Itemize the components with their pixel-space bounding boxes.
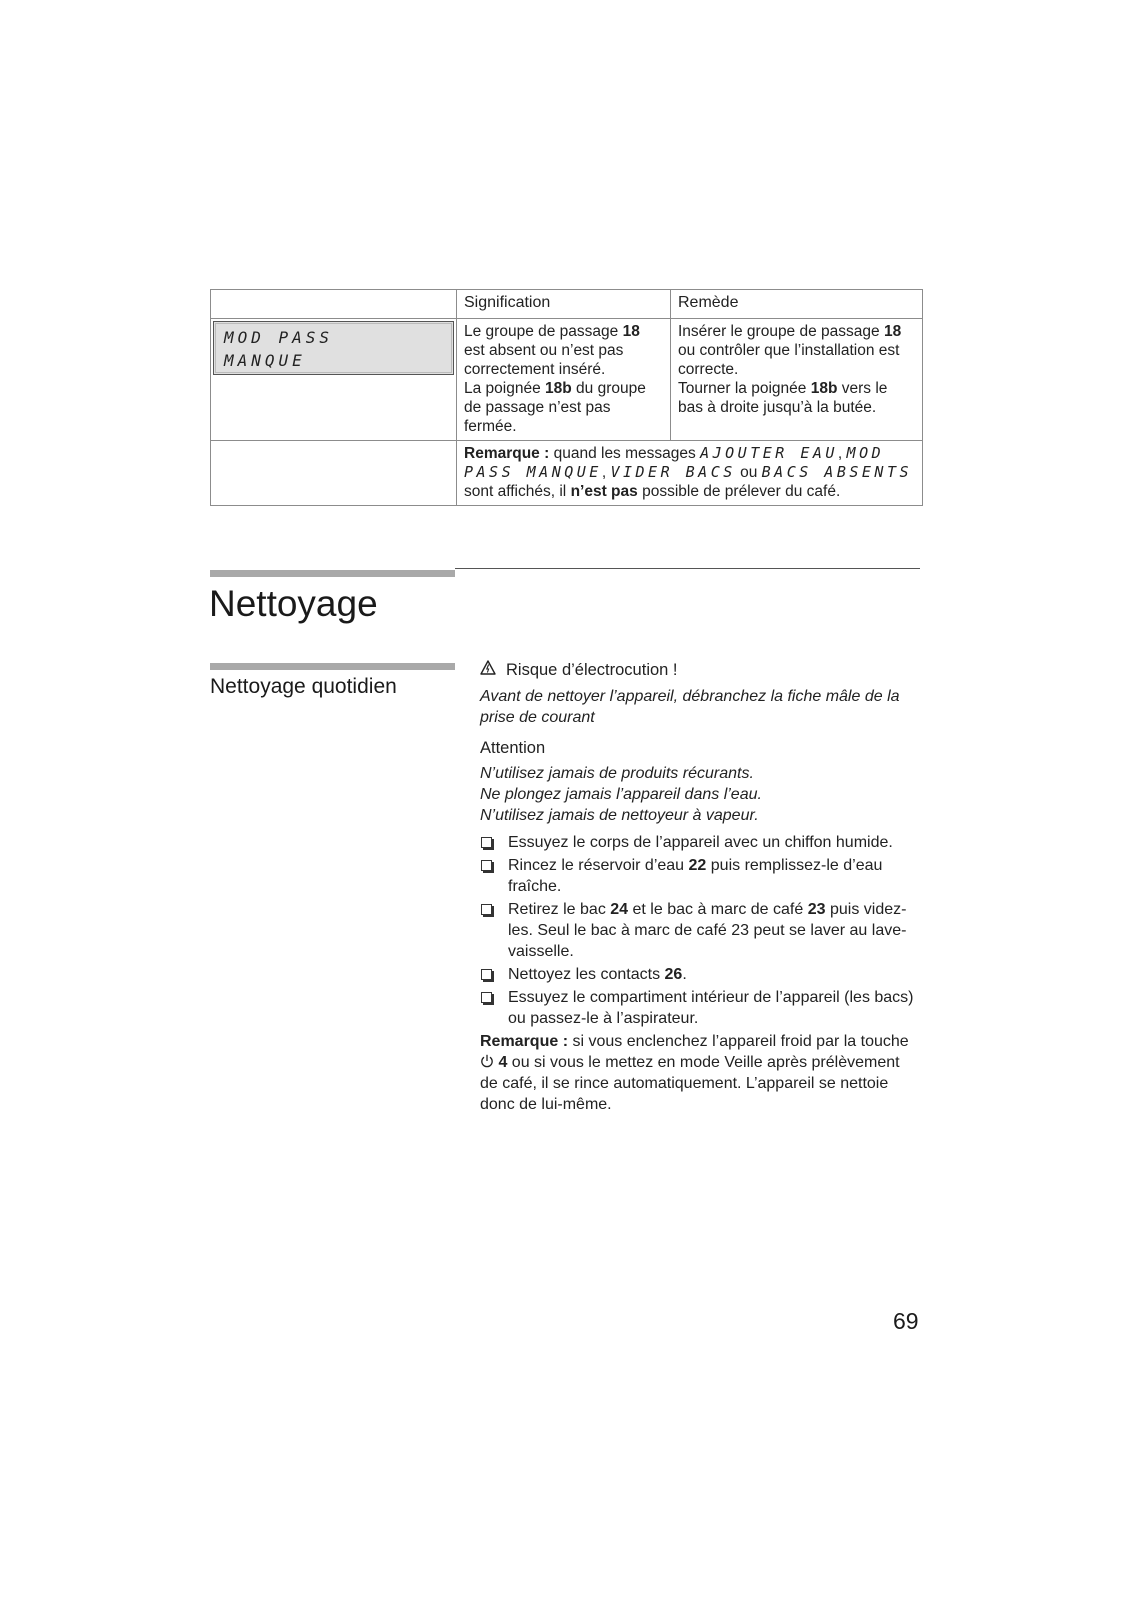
list-item <box>480 832 920 853</box>
signification-paragraph <box>464 322 663 379</box>
signification-paragraph <box>464 379 663 436</box>
text: Le groupe de passage <box>464 323 623 340</box>
text: puis remplissez-le d’eau fraîche. <box>508 857 883 895</box>
text: du groupe de passage n’est pas fermée. <box>464 380 646 435</box>
text: , <box>601 464 611 481</box>
text: vers le bas à droite jusqu’à la butée. <box>678 380 888 416</box>
list-item <box>480 987 920 1029</box>
attention-line: N’utilisez jamais de produits récurants. <box>480 765 754 782</box>
text: Essuyez le compartiment intérieur de l’appareil (les bacs) ou passez-le à l’aspirateur. <box>508 989 914 1027</box>
part-number: 24 <box>610 901 629 918</box>
list-item <box>480 855 920 897</box>
text: Rincez le réservoir d’eau <box>508 857 689 874</box>
note-cell <box>457 441 923 506</box>
remede-paragraph <box>678 322 915 379</box>
text: Nettoyez les contacts <box>508 966 665 983</box>
button-number: 4 <box>498 1054 508 1071</box>
lcd-message: VIDER BACS <box>610 463 736 481</box>
remede-cell <box>671 319 923 441</box>
text: puis videz-les. Seul le bac à marc de café 23 peut se laver au lave-vaisselle. <box>508 901 907 960</box>
section-rule-accent <box>210 570 455 577</box>
part-number: 18 <box>883 323 902 340</box>
warning-triangle-icon <box>480 660 500 681</box>
text: La poignée <box>464 380 546 397</box>
text: quand les messages <box>549 445 701 462</box>
cleaning-content <box>480 660 920 1115</box>
remede-paragraph <box>678 379 915 417</box>
list-item <box>480 899 920 962</box>
cleaning-steps-list <box>480 832 920 1029</box>
text: sont affichés, il <box>464 483 571 500</box>
attention-title: Attention <box>480 739 546 757</box>
text: Essuyez le corps de l’appareil avec un chiffon humide. <box>508 834 893 851</box>
attention-line: Ne plongez jamais l’appareil dans l’eau. <box>480 786 762 803</box>
remark-label: Remarque : <box>480 1033 569 1050</box>
error-table <box>210 289 923 506</box>
warning-title: Risque d’électrocution ! <box>506 661 678 679</box>
text: et le bac à marc de café <box>628 901 808 918</box>
text: Retirez le bac <box>508 901 611 918</box>
section-title: Nettoyage <box>209 583 378 624</box>
attention-line: N’utilisez jamais de nettoyeur à vapeur. <box>480 807 759 824</box>
lcd-display <box>213 321 454 375</box>
part-number: 26 <box>664 966 683 983</box>
lcd-message: AJOUTER EAU <box>700 444 838 462</box>
lcd-message: BACS ABSENTS <box>761 463 913 481</box>
subsection-title: Nettoyage quotidien <box>210 675 397 698</box>
part-number: 22 <box>688 857 707 874</box>
lcd-line-2: MANQUE <box>224 351 306 370</box>
emphasis: n’est pas <box>570 483 638 500</box>
checkbox-bullet-icon <box>481 904 492 915</box>
power-icon <box>480 1053 494 1067</box>
checkbox-bullet-icon <box>481 969 492 980</box>
remark-paragraph <box>480 1031 920 1115</box>
checkbox-bullet-icon <box>481 992 492 1003</box>
table-header-row <box>211 290 923 319</box>
subsection-rule-accent <box>210 663 455 670</box>
part-number: 18b <box>810 380 838 397</box>
text: ou <box>735 464 762 481</box>
signification-cell <box>457 319 671 441</box>
warning-text: Avant de nettoyer l’appareil, débranchez la fiche mâle de la prise de courant <box>480 688 900 726</box>
lcd-message: MOD PASS MANQUE <box>464 444 885 481</box>
text: . <box>682 966 687 983</box>
text: , <box>837 445 847 462</box>
part-number: 23 <box>807 901 826 918</box>
text: ou si vous le mettez en mode Veille après prélèvement de café, il se rince automatiquement. L’appareil se nettoie donc de lui-même. <box>480 1054 900 1113</box>
table-header-signification: Signification <box>457 290 671 319</box>
checkbox-bullet-icon <box>481 860 492 871</box>
table-row <box>211 319 923 441</box>
part-number: 18 <box>622 323 640 340</box>
display-cell <box>211 319 457 441</box>
note-label: Remarque : <box>464 445 550 462</box>
table-header-remede: Remède <box>671 290 923 319</box>
lcd-line-1: MOD PASS <box>224 328 334 347</box>
text: Tourner la poignée <box>678 380 811 397</box>
table-note-row <box>211 441 923 506</box>
checkbox-bullet-icon <box>481 837 492 848</box>
text: si vous enclenchez l’appareil froid par la touche <box>568 1033 909 1050</box>
section-rule-line <box>455 568 920 569</box>
empty-cell <box>211 441 457 506</box>
table-header-display <box>211 290 457 319</box>
text: est absent ou n’est pas correctement inséré. <box>464 342 624 378</box>
warning-heading <box>480 660 920 681</box>
text: ou contrôler que l’installation est correcte. <box>678 342 900 378</box>
text: possible de prélever du café. <box>637 483 841 500</box>
list-item <box>480 964 920 985</box>
part-number: 18b <box>545 380 572 397</box>
text: Insérer le groupe de passage <box>678 323 884 340</box>
page-number: 69 <box>893 1308 919 1334</box>
